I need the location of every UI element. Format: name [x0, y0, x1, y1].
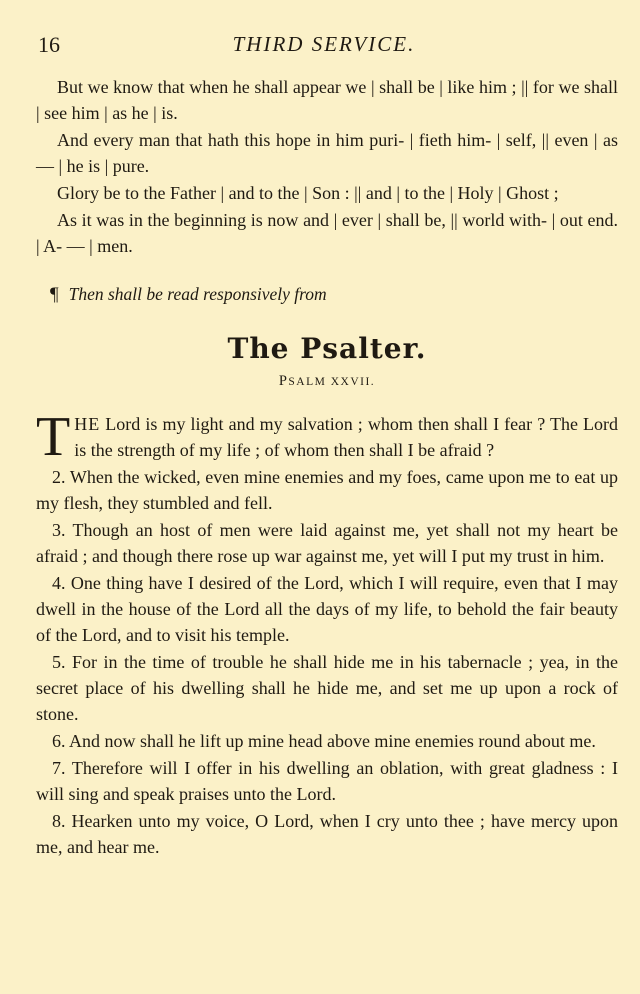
- page-header: [38, 32, 610, 56]
- psalm-verse: 5. For in the time of trouble he shall hide me in his tabernacle ; yea, in the secret place of his dwelling shall he hide me, and set me up upon a rock of stone.: [36, 652, 618, 724]
- psalter-title: The Psalter.: [227, 332, 427, 365]
- pilcrow-icon: ¶: [50, 284, 59, 305]
- psalm-verse: 2. When the wicked, even mine enemies and my foes, came upon me to eat up my flesh, they stumbled and fell.: [36, 467, 618, 513]
- page-number: 16: [38, 32, 60, 57]
- verse-text: Lord is my light and my salvation ; whom then shall I fear ? The Lord is the strength of my life ; of whom then shall I be afraid ?: [74, 414, 619, 460]
- psalm-verse: 3. Though an host of men were laid against me, yet shall not my heart be afraid ; and though there rose up war against me, yet will I put my trust in him.: [36, 520, 618, 566]
- running-head: THIRD SERVICE.: [232, 32, 416, 56]
- canticle-verse: But we know that when he shall appear we | shall be | like him ; || for we shall | see him | as he | is.: [36, 77, 618, 123]
- first-word-rest: HE: [74, 414, 101, 434]
- canticle-verse: And every man that hath this hope in him puri- | fieth him- | self, || even | as — | he is | pure.: [36, 130, 618, 176]
- psalm-label: [36, 368, 618, 395]
- psalm-verse: 4. One thing have I desired of the Lord, which I will require, even that I may dwell in the house of the Lord all the days of my life, to behold the fair beauty of the Lord, and to visit his temple.: [36, 573, 618, 645]
- psalm-verse-1: [36, 406, 619, 468]
- psalm-verse: 7. Therefore will I offer in his dwelling an oblation, with great gladness : I will sing and speak praises unto the Lord.: [36, 758, 618, 804]
- canticle-verse: Glory be to the Father | and to the | Son : || and | to the | Holy | Ghost ;: [57, 183, 559, 203]
- canticle-verse: As it was in the beginning is now and | ever | shall be, || world with- | out end. | A- — | men.: [36, 210, 618, 256]
- psalm-label-rest: SALM XXVII.: [288, 376, 376, 388]
- psalm-verses: [36, 406, 619, 860]
- page-body: [36, 74, 618, 861]
- psalm-verse: 8. Hearken unto my voice, O Lord, when I cry unto thee ; have mercy upon me, and hear me.: [36, 811, 618, 857]
- psalm-label-initial: P: [278, 373, 289, 389]
- rubric: [50, 281, 618, 308]
- rubric-text: Then shall be read responsively from: [68, 284, 327, 304]
- psalm-verse: 6. And now shall he lift up mine head above mine enemies round about me.: [52, 731, 596, 751]
- drop-cap: T: [36, 406, 71, 468]
